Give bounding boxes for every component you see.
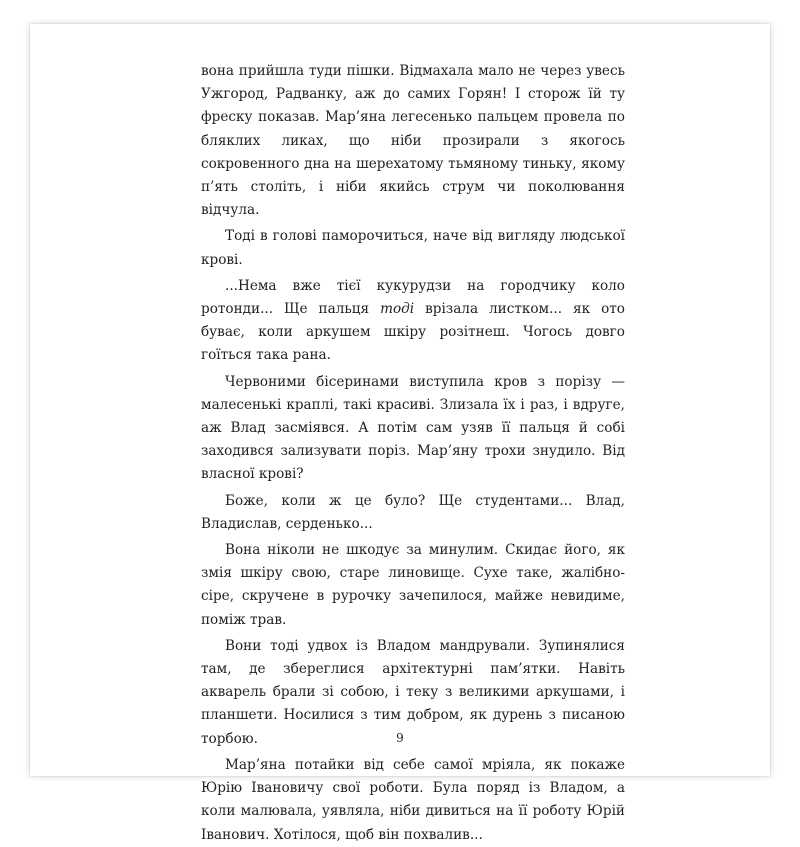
italic-run: тоді [380,301,415,318]
text-run: Вона ніколи не шкодує за минулим. Скидає його, як змія шкіру свою, старе линовище. Сухе таке, жалібно-сіре, скручене в рурочку зачепилося, майже невидиме, поміж трав. [201,542,625,628]
text-run: Боже, коли ж це було? Ще студентами... Влад, Владислав, серденько... [201,492,625,532]
text-run: Червоними бісеринами виступила кров з порізу — малесенькі краплі, такі красиві. Злизала їх і раз, і вдруге, аж Влад засміявся. А потім сам узяв її пальця й собі заходився зализувати поріз. Мар’яну трохи знудило. Від власної крові? [201,373,625,483]
text-run: Тоді в голові паморочиться, наче від вигляду людської крові. [201,228,625,268]
paragraph-2 [201,225,625,271]
text-run: вона прийшла туди пішки. Відмахала мало не через увесь Ужгород, Радванку, аж до самих Горян! І сторож їй ту фреску показав. Мар’яна легесенько пальцем провела по бляклих ликах, що ніби прозирали з якогось сокровенного дна на шерехатому тьмяному тиньку, якому п’ять століть, і ніби якийсь струм чи поколювання відчула. [201,63,625,219]
paragraph-6 [201,539,625,632]
paragraph-3 [201,275,625,368]
text-run: Вони тоді удвох із Владом мандрували. Зупинялися там, де збереглися архітектурні пам’ятки. Навіть акварель брали зі собою, і теку з великими аркушами, і планшети. Носилися з тим добром, як дурень з писаною торбою. [201,637,625,747]
book-page [30,24,770,843]
text-run: Мар’яна потайки від себе самої мріяла, як покаже Юрію Івановичу свої роботи. Була поряд із Владом, а коли малювала, уявляла, ніби дивиться на її роботу Юрій Іванович. Хотілося, щоб він похвалив... [201,756,625,843]
text-run: ...Нема вже тієї кукурудзи на городчику коло ротонди... Ще пальця [201,277,625,318]
paragraph-4 [201,371,625,487]
paragraph-5 [201,490,625,536]
page-number: 9 [396,731,404,745]
paragraph-1 [201,60,625,222]
text-run: врізала листком... як ото буває, коли аркушем шкіру розітнеш. Чогось довго гоїться така рана. [201,301,625,364]
paragraph-8 [201,754,625,847]
body-text [201,60,625,847]
